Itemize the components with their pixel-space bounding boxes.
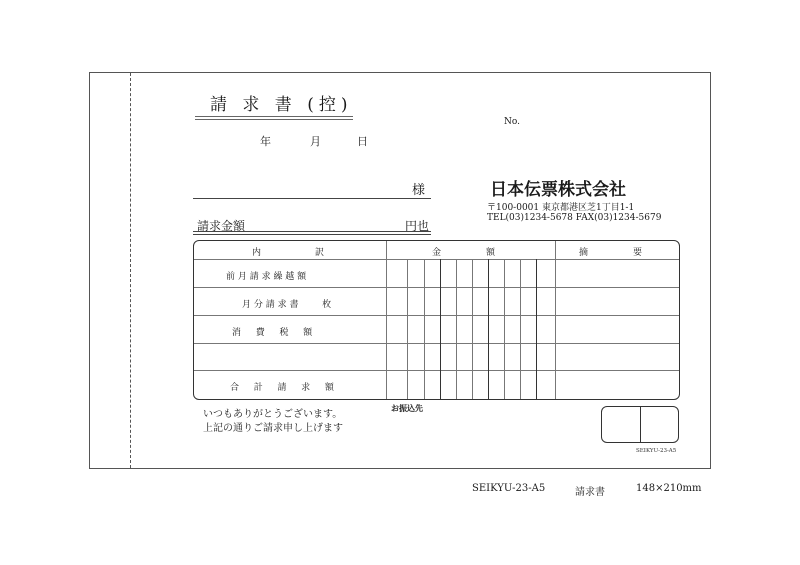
date-month-label: 月 <box>310 135 321 148</box>
row-label: 消 費 税 額 <box>232 328 313 338</box>
perforation-line <box>130 73 131 468</box>
form-code-small: SEIKYU-23-A5 <box>636 448 677 454</box>
company-address: 〒100-0001 東京都港区芝1丁目1-1 <box>487 203 635 213</box>
company-name: 日本伝票株式会社 <box>490 180 626 200</box>
title-underline <box>195 119 353 120</box>
invoice-table <box>193 240 680 400</box>
row-label: 合 計 請 求 額 <box>230 383 334 393</box>
row-divider <box>194 370 679 371</box>
billing-note: 上記の通りご請求申し上げます <box>203 423 343 434</box>
row-divider <box>194 315 679 316</box>
company-contact: TEL(03)1234-5678 FAX(03)1234-5679 <box>487 213 662 223</box>
caption-name: 請求書 <box>575 487 605 498</box>
digit-divider <box>488 259 489 399</box>
column-divider <box>555 241 556 399</box>
row-label: 月 分 請 求 書 枚 <box>242 300 332 310</box>
digit-divider <box>456 259 457 399</box>
date-year-label: 年 <box>260 135 271 148</box>
caption-code: SEIKYU-23-A5 <box>472 483 546 494</box>
header-amount: 金 額 <box>432 248 496 258</box>
row-divider <box>194 259 679 260</box>
digit-divider <box>536 259 537 399</box>
amount-label: 請求金額 <box>197 219 246 233</box>
row-divider <box>194 287 679 288</box>
digit-divider <box>504 259 505 399</box>
amount-line <box>193 231 431 232</box>
date-day-label: 日 <box>357 135 368 148</box>
digit-divider <box>407 259 408 399</box>
caption-size: 148×210mm <box>636 483 702 494</box>
thanks-text: いつもありがとうございます。 <box>203 409 343 420</box>
row-label: 前 月 請 求 繰 越 額 <box>226 272 307 282</box>
form-title: 請 求 書 (控) <box>210 95 353 115</box>
recipient-line <box>193 198 431 199</box>
amount-line <box>193 234 431 235</box>
header-remarks: 摘 要 <box>579 248 643 258</box>
header-description: 内 訳 <box>252 248 325 258</box>
number-label: No. <box>504 117 520 127</box>
digit-divider <box>424 259 425 399</box>
recipient-suffix: 様 <box>412 183 426 198</box>
amount-suffix: 円也 <box>405 219 430 233</box>
column-divider <box>386 241 387 399</box>
digit-divider <box>472 259 473 399</box>
digit-divider <box>440 259 441 399</box>
row-divider <box>194 343 679 344</box>
title-underline <box>195 116 353 117</box>
stamp-box <box>601 406 679 443</box>
stamp-divider <box>640 407 641 442</box>
transfer-label: お振込先 <box>391 404 423 413</box>
digit-divider <box>520 259 521 399</box>
